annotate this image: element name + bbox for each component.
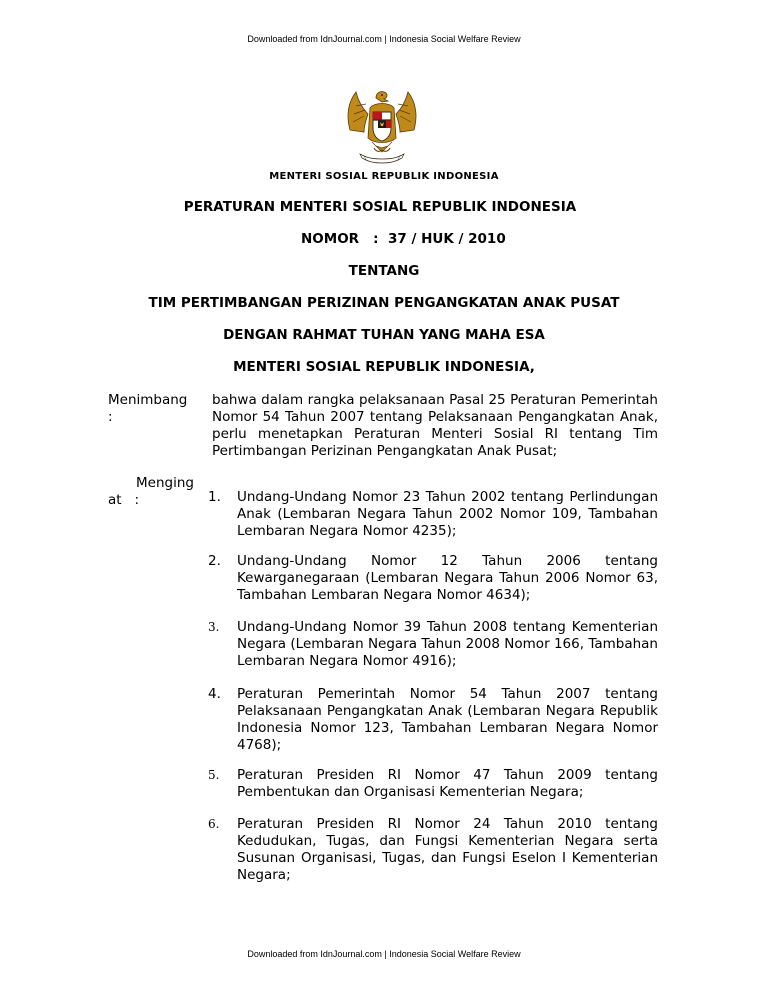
list-item xyxy=(208,619,658,670)
list-item xyxy=(208,489,658,540)
minister-caption: MENTERI SOSIAL REPUBLIK INDONESIA xyxy=(269,171,499,182)
list-number: 4. xyxy=(208,686,221,702)
list-text: Peraturan Presiden RI Nomor 24 Tahun 2010 tentang Kedudukan, Tugas, dan Fungsi Kementerian Negara serta Susunan Organisasi, Tugas, dan Fungsi Eselon I Kementerian Negara; xyxy=(237,816,658,883)
list-number: 5. xyxy=(208,768,220,782)
footer-download-note: Downloaded from IdnJournal.com | Indonesia Social Welfare Review xyxy=(247,949,521,959)
list-item xyxy=(208,553,658,604)
list-item xyxy=(208,816,658,884)
garuda-emblem-icon xyxy=(342,86,422,168)
regulation-subject: TIM PERTIMBANGAN PERIZINAN PENGANGKATAN ANAK PUSAT xyxy=(148,295,620,311)
list-number: 2. xyxy=(208,553,221,569)
list-item xyxy=(208,686,658,754)
regulation-number: NOMOR : 37 / HUK / 2010 xyxy=(301,231,506,247)
menimbang-label: Menimbang : xyxy=(108,392,188,425)
list-item xyxy=(208,767,658,801)
list-number: 3. xyxy=(208,620,220,634)
mengingat-label: Menging at : xyxy=(108,475,194,508)
list-number: 6. xyxy=(208,817,220,831)
list-number: 1. xyxy=(208,489,221,505)
grace-phrase: DENGAN RAHMAT TUHAN YANG MAHA ESA xyxy=(223,327,545,343)
minister-heading: MENTERI SOSIAL REPUBLIK INDONESIA, xyxy=(233,359,535,375)
menimbang-text: bahwa dalam rangka pelaksanaan Pasal 25 Peraturan Pemerintah Nomor 54 Tahun 2007 tentang Pelaksanaan Pengangkatan Anak, perlu menetapkan Peraturan Menteri Sosial RI tentang Tim Pertimbangan Perizinan Pengangkatan Anak Pusat; xyxy=(212,392,658,459)
list-text: Undang-Undang Nomor 12 Tahun 2006 tentang Kewarganegaraan (Lembaran Negara Tahun 2006 Nomor 63, Tambahan Lembaran Negara Nomor 4634); xyxy=(237,553,658,603)
list-text: Undang-Undang Nomor 23 Tahun 2002 tentang Perlindungan Anak (Lembaran Negara Tahun 2002 Nomor 109, Tambahan Lembaran Negara Nomor 4235); xyxy=(237,489,658,539)
header-download-note: Downloaded from IdnJournal.com | Indonesia Social Welfare Review xyxy=(247,34,521,44)
list-text: Peraturan Pemerintah Nomor 54 Tahun 2007 tentang Pelaksanaan Pengangkatan Anak (Lembaran Negara Republik Indonesia Nomor 123, Tambahan Lembaran Negara Nomor 4768); xyxy=(237,686,658,753)
regulation-title: PERATURAN MENTERI SOSIAL REPUBLIK INDONESIA xyxy=(183,199,577,215)
list-text: Peraturan Presiden RI Nomor 47 Tahun 2009 tentang Pembentukan dan Organisasi Kementerian Negara; xyxy=(237,767,658,800)
tentang-heading: TENTANG xyxy=(348,263,420,279)
list-text: Undang-Undang Nomor 39 Tahun 2008 tentang Kementerian Negara (Lembaran Negara Tahun 2008 Nomor 166, Tambahan Lembaran Negara Nomor 4916); xyxy=(237,619,658,669)
